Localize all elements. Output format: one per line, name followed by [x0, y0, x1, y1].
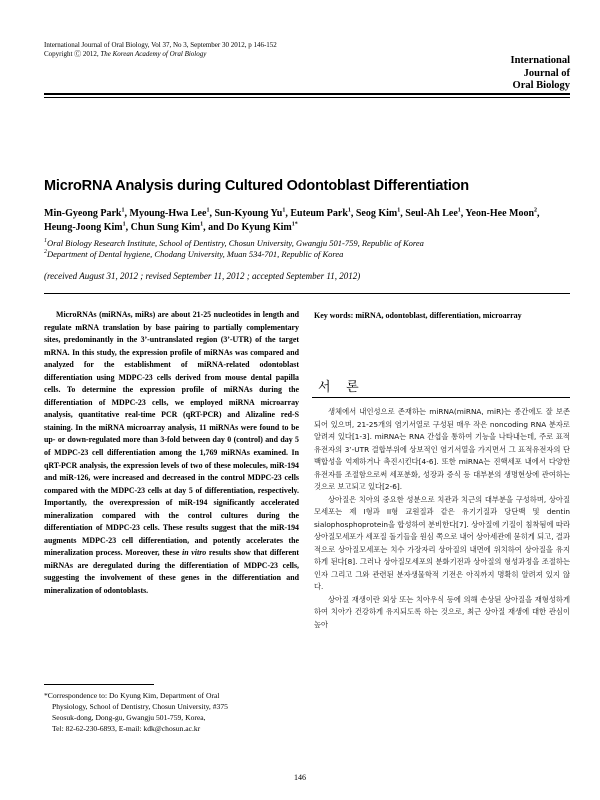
journal-name-line: Journal of: [523, 67, 570, 79]
keywords-label: Key words:: [314, 311, 356, 320]
affiliation-text: Department of Dental hygiene, Chodang University, Muan 534-701, Republic of Korea: [47, 249, 344, 259]
footnote-rule: [44, 684, 154, 685]
abstract-divider: [44, 293, 570, 294]
affiliation-marker: 1*: [291, 221, 298, 228]
author-separator: ,: [124, 208, 130, 219]
copyright-prefix: Copyright Ⓒ 2012,: [44, 50, 101, 58]
author-name: Seul-Ah Lee: [405, 208, 458, 219]
copyright-line: [44, 50, 277, 59]
author-name: Heung-Joong Kim: [44, 221, 123, 233]
journal-name: [486, 55, 570, 93]
journal-citation: [44, 41, 277, 59]
footnote-line: *Correspondence to: Do Kyung Kim, Department of Oral: [44, 691, 220, 700]
affiliation-marker: 1: [397, 207, 401, 214]
abstract: [44, 309, 299, 598]
author-separator: ,: [285, 208, 291, 219]
keywords-text: miRNA, odontoblast, differentiation, microarray: [355, 311, 522, 320]
copyright-society: The Korean Academy of Oral Biology: [100, 50, 207, 58]
affiliation-marker: 1: [121, 207, 125, 214]
journal-name-line: International: [510, 55, 570, 66]
author-name: Yeon-Hee Moon: [465, 208, 535, 219]
affiliation-marker: 1: [282, 207, 286, 214]
introduction-body: [314, 406, 570, 631]
author-name: Min-Gyeong Park: [44, 208, 122, 219]
abstract-text-run: MicroRNAs (miRNAs, miRs) are about 21-25 nucleotides in length and regulate mRNA translation by base pairing to partially complementary sites, predominantly in the 3’-untranslated region (3’-UTR) of the target mRNA. In this study, the expression profile of miRNAs was compared and analyzed for the establishment of miRNA-related odontoblast differentiation using MDPC-23 cells derived from mouse dental papilla cells. To determine the expression profile of miRNAs during the differentiation of MDPC-23 cells, we employed miRNA microarray analysis, quantitative real-time PCR (qRT-PCR) and Alizaline red-S staining. In the miRNA microarray analysis, 11 miRNAs were found to be up- or down-regulated more than 3-fold between day 0 (control) and day 5 of MDPC-23 cell differentiation among the 1,769 miRNAs examined. In qRT-PCR analysis, the expression levels of two of these molecules, miR-194 and miR-126, were increased and decreased in the control MDPC-23 cells compared with the MDPC-23 cells at day 5 of differentiation, respectively. Importantly, the overexpression of miR-194 significantly accelerated mineralization compared with the control cultures during the differentiation of MDPC-23 cells. These results suggest that the miR-194 augments MDPC-23 cell differentiation, and potently accelerates the mineralization process. Moreover, these: [44, 310, 299, 558]
page-number: 146: [294, 773, 306, 782]
author-separator: ,: [209, 208, 215, 219]
body-paragraph: 상아질은 치아의 중요한 성분으로 치관과 치근의 대부분을 구성하며, 상아질모세포는 제 I형과 II형 교원질과 같은 유기기질과 당단백 및 dentin sialophosphoprotein을 합성하여 분비한다[7]. 상아질에 기질이 침착됨에 따라 상아질모세포가 세포질 돌기들을 원심 쪽으로 내어 상아세관에 묻히게 되고, 결과적으로 상아질모세포는 치수 가장자리 상아질의 내면에 위치하여 상아질을 유지하게 된다[8]. 그러나 상아질모세포의 분화기전과 상아질의 형성과정을 조절하는 인자 그리고 그와 관련된 분자생물학적 기전은 아직까지 명확히 알려져 있지 않다.: [314, 494, 570, 591]
header-divider: [44, 93, 570, 95]
section-heading: 서 론: [318, 379, 365, 394]
author-separator: ,: [400, 208, 406, 219]
affiliation-marker: 1: [206, 207, 210, 214]
affiliations: [44, 238, 570, 260]
body-paragraph: 생체에서 내인성으로 존재하는 miRNA(miRNA, miR)는 종간에도 잘 보존되어 있으며, 21-25개의 염기서열로 구성된 매우 작은 noncoding RNA 분자로 알려져 있다[1-3]. miRNA는 RNA 간섭을 통하여 기능을 나타내는데, 주로 표적 유전자의 3’-UTR 결합부위에 상보적인 염기서열을 가지면서 그 표적유전자의 단백합성을 억제하거나 촉진시킨다[4-6]. 또한 miRNA는 진핵세포 내에서 다양한 유전자를 조절함으로써 세포분화, 성장과 증식 등 대부분의 생명현상에 관여하는 것으로 보고되고 있다[2-6].: [314, 407, 570, 491]
keywords: [314, 310, 570, 323]
body-paragraph: 상아질 재생이란 외상 또는 치아우식 등에 의해 손상된 상아질을 재형성하게 하여 치아가 건강하게 유지되도록 하는 것으로, 최근 상아질 재생에 대한 관심이 높아: [314, 594, 570, 629]
article-title: MicroRNA Analysis during Cultured Odontoblast Differentiation: [44, 178, 469, 194]
author-separator: ,: [460, 208, 466, 219]
author-name: Euteum Park: [290, 208, 348, 219]
affiliation-line: [44, 238, 570, 249]
citation-line: International Journal of Oral Biology, Vol 37, No 3, September 30 2012, p 146-152: [44, 41, 277, 49]
author-name: Sun-Kyoung Yu: [214, 208, 283, 219]
affiliation-marker: 1: [200, 221, 204, 228]
author-name: Myoung-Hwa Lee: [129, 208, 207, 219]
footnote-line: Seosuk-dong, Dong-gu, Gwangju 501-759, Korea,: [52, 713, 206, 722]
footnote-line: Tel: 82-62-230-6893, E-mail: kdk@chosun.ac.kr: [52, 724, 201, 733]
author-separator: ,: [350, 208, 356, 219]
affiliation-marker: 2: [534, 207, 538, 214]
author-separator: ,: [125, 221, 131, 233]
journal-name-line: Oral Biology: [512, 80, 570, 91]
header-divider-thin: [44, 97, 570, 98]
affiliation-marker: 1: [347, 207, 351, 214]
author-list: [44, 207, 570, 234]
affiliation-marker: 1: [122, 221, 126, 228]
author-name: Chun Sung Kim: [130, 221, 201, 233]
affiliation-text: Oral Biology Research Institute, School of Dentistry, Chosun University, Gwangju 501-759, Republic of Korea: [47, 238, 424, 248]
author-name: Seog Kim: [355, 208, 398, 219]
abstract-text-run: results show that different miRNAs are deregulated during the differentiation of MDPC-23 cells, suggesting the involvement of these genes in the differentiation and mineralization of odontoblasts.: [44, 548, 299, 596]
affiliation-number: 2: [44, 249, 47, 256]
author-separator: ,: [537, 208, 540, 219]
author-name: Do Kyung Kim: [226, 221, 292, 233]
abstract-italic-run: in vitro: [182, 548, 207, 558]
affiliation-line: [44, 249, 570, 260]
affiliation-marker: 1: [457, 207, 461, 214]
affiliation-number: 1: [44, 238, 47, 245]
received-dates: (received August 31, 2012 ; revised September 11, 2012 ; accepted September 11, 2012): [44, 271, 361, 281]
author-separator: , and: [203, 221, 227, 233]
footnote-line: Physiology, School of Dentistry, Chosun University, #375: [52, 702, 228, 711]
correspondence-footnote: [44, 690, 304, 734]
section-heading-rule: [312, 397, 570, 398]
